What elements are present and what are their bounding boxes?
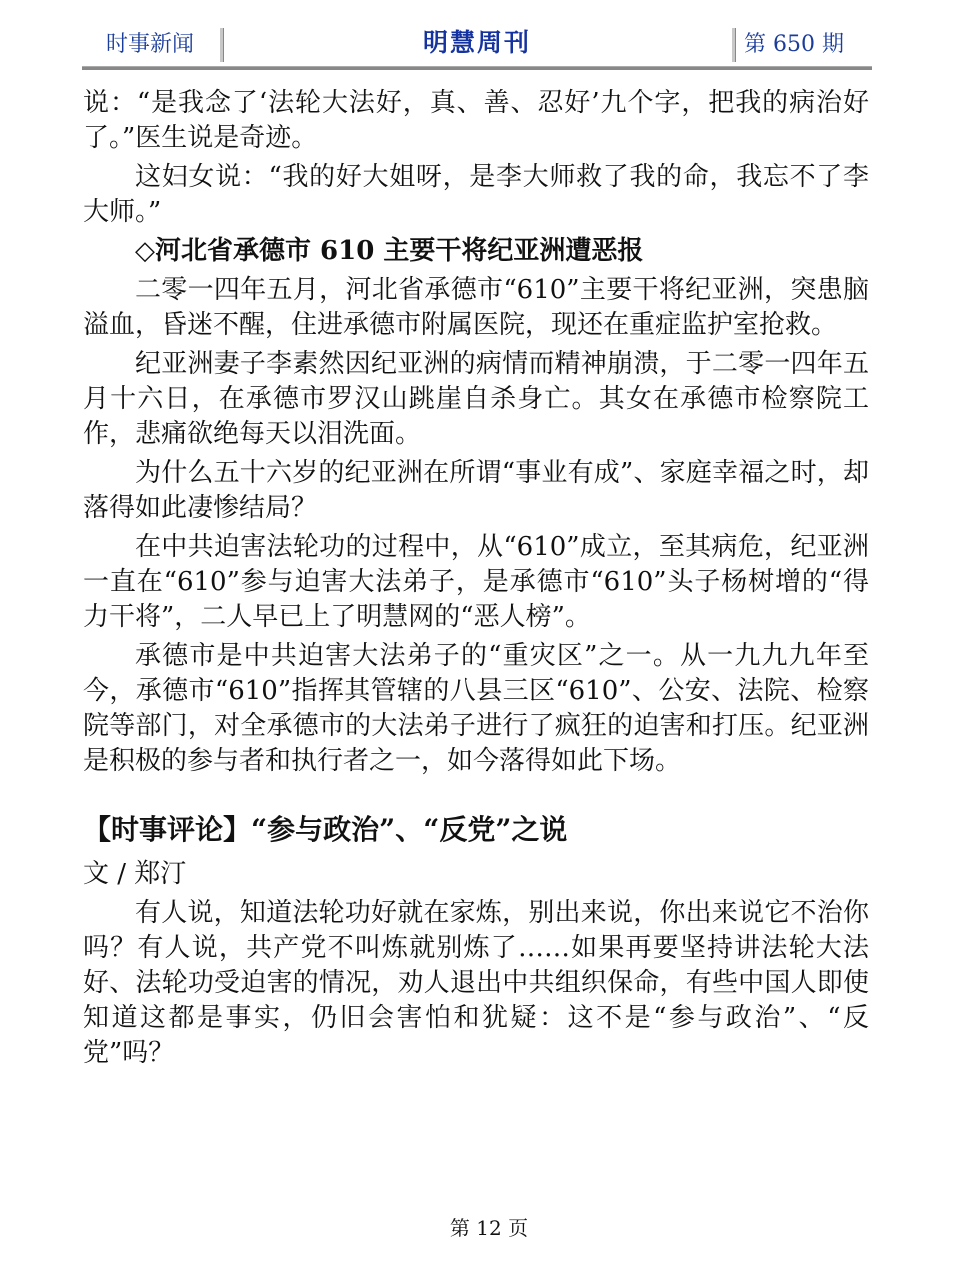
publication-title: 明慧周刊 bbox=[422, 28, 531, 57]
paragraph: 承德市是中共迫害大法弟子的“重灾区”之一。从一九九九年至今，承德市“610”指挥其管辖的八县三区“610”、公安、法院、检察院等部门，对全承德市的大法弟子进行了疯狂的迫害和打压。纪亚洲是积极的参与者和执行者之一，如今落得如此下场。 bbox=[83, 641, 869, 776]
paragraph: 为什么五十六岁的纪亚洲在所谓“事业有成”、家庭幸福之时，却落得如此凄惨结局？ bbox=[83, 458, 869, 523]
paragraph: 在中共迫害法轮功的过程中，从“610”成立，至其病危，纪亚洲一直在“610”参与迫害大法弟子，是承德市“610”头子杨树增的“得力干将”，二人早已上了明慧网的“恶人榜”。 bbox=[83, 532, 869, 632]
header-divider-right bbox=[732, 28, 736, 62]
byline: 文 / 郑汀 bbox=[83, 859, 187, 889]
header-rule bbox=[82, 66, 872, 70]
page-header bbox=[82, 24, 872, 68]
commentary-title: 【时事评论】“参与政治”、“反党”之说 bbox=[83, 813, 568, 846]
paragraph: 二零一四年五月，河北省承德市“610”主要干将纪亚洲，突患脑溢血，昏迷不醒，住进承德市附属医院，现还在重症监护室抢救。 bbox=[83, 275, 869, 340]
section-label: 时事新闻 bbox=[106, 32, 195, 57]
page-number: 第 12 页 bbox=[449, 1216, 529, 1240]
paragraph: 这妇女说：“我的好大姐呀，是李大师救了我的命，我忘不了李大师。” bbox=[83, 162, 869, 227]
paragraph: 有人说，知道法轮功好就在家炼，别出来说，你出来说它不治你吗？有人说，共产党不叫炼就别炼了……如果再要坚持讲法轮大法好、法轮功受迫害的情况，劝人退出中共组织保命，有些中国人即使知道这都是事实，仍旧会害怕和犹疑：这不是“参与政治”、“反党”吗？ bbox=[83, 898, 869, 1068]
article-body bbox=[83, 86, 869, 1071]
paragraph-continued: 说：“是我念了‘法轮大法好，真、善、忍好’九个字，把我的病治好了。”医生说是奇迹。 bbox=[83, 88, 869, 153]
paragraph: 纪亚洲妻子李素然因纪亚洲的病情而精神崩溃，于二零一四年五月十六日，在承德市罗汉山跳崖自杀身亡。其女在承德市检察院工作，悲痛欲绝每天以泪洗面。 bbox=[83, 349, 869, 449]
issue-number: 第 650 期 bbox=[744, 32, 844, 57]
story-subheading: ◇河北省承德市 610 主要干将纪亚洲遭恶报 bbox=[135, 236, 644, 266]
